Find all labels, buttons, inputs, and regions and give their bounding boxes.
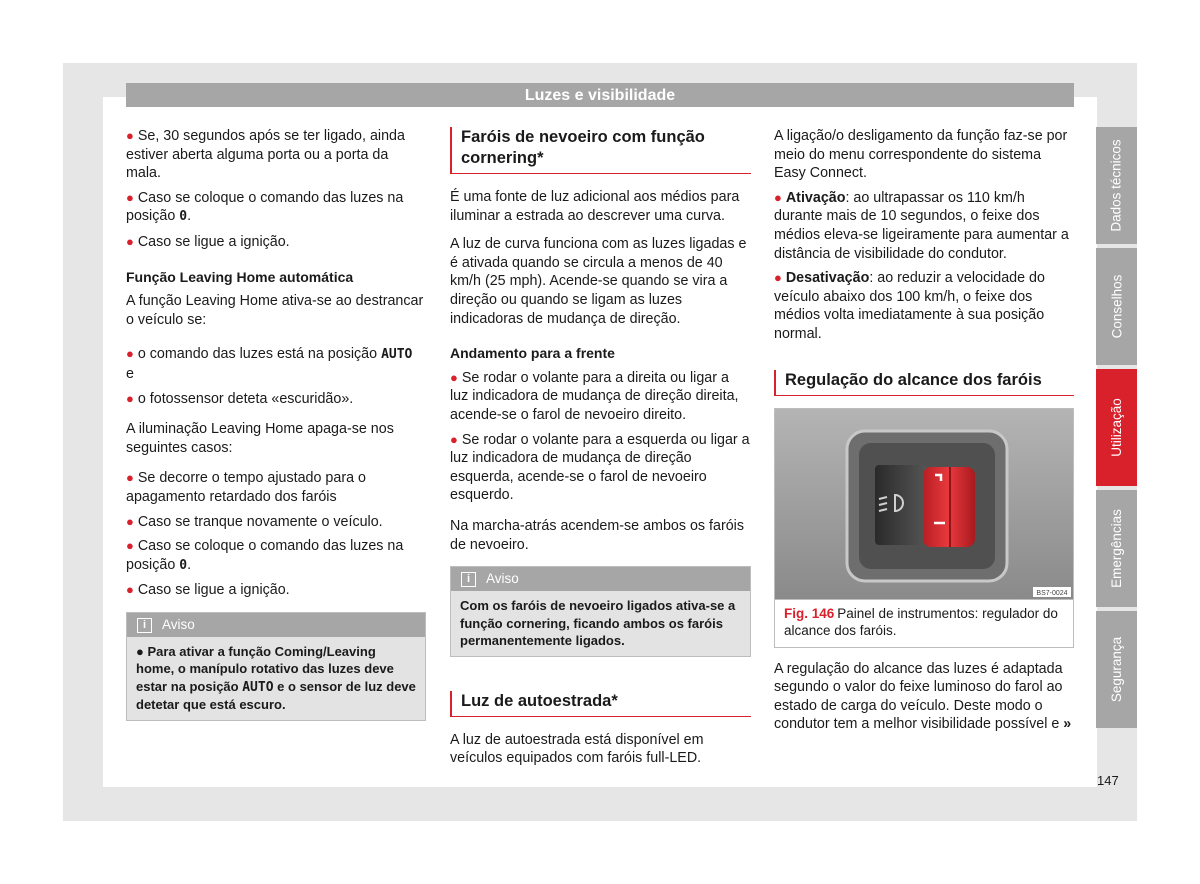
tab-seguranca[interactable]: Segurança — [1096, 611, 1137, 728]
reverse-paragraph: Na marcha-atrás acendem-se ambos os faróis de nevoeiro. — [450, 517, 745, 553]
page-header: Luzes e visibilidade — [126, 83, 1074, 107]
note-header: i Aviso — [127, 613, 425, 637]
motorway-light-title: Luz de autoestrada* — [450, 691, 751, 717]
list-item: ● Caso se ligue a ignição. — [126, 582, 290, 599]
leaving-home-off-intro: A iluminação Leaving Home apaga-se nos seguintes casos: — [126, 421, 394, 456]
leaving-home-intro: A função Leaving Home ativa-se ao destrancar o veículo se: — [126, 293, 424, 328]
range-title: Regulação do alcance dos faróis — [774, 370, 1074, 396]
menu-paragraph: A ligação/o desligamento da função faz-se por meio do menu correspondente do sistema Easy Connect. — [774, 128, 1068, 182]
range-paragraph: A regulação do alcance das luzes é adaptada segundo o valor do feixe luminoso do farol ao estado de carga do veículo. Deste modo o condutor tem a melhor visibilidade possível e » — [774, 660, 1072, 733]
list-item: ● Ativação: ao ultrapassar os 110 km/h durante mais de 10 segundos, o feixe dos médios eleva-se ligeiramente para aumentar a distância de visibilidade do condutor. — [774, 189, 1069, 262]
bullet-icon: ● — [126, 470, 134, 486]
tab-emergencias[interactable]: Emergências — [1096, 490, 1137, 607]
fog-paragraph-1: É uma fonte de luz adicional aos médios para iluminar a estrada ao descrever uma curva. — [450, 189, 740, 224]
leaving-home-heading: Função Leaving Home automática — [126, 268, 354, 285]
list-item: ● o comando das luzes está na posição AUTO e — [126, 346, 413, 382]
bullet-icon: ● — [126, 390, 134, 406]
list-item: ● Caso se tranque novamente o veículo. — [126, 513, 383, 530]
note-text: Com os faróis de nevoeiro ligados ativa-se a função cornering, ficando ambos os faróis permanentemente ligados. — [460, 598, 736, 649]
fog-lights-title: Faróis de nevoeiro com função cornering* — [450, 127, 751, 174]
headlight-range-control-image — [775, 409, 1073, 600]
bullet-icon: ● — [126, 189, 134, 205]
figure-code: BS7-0024 — [1036, 589, 1068, 597]
fog-paragraph-2: A luz de curva funciona com as luzes ligadas e é ativada quando se circula a menos de 40 km/h (25 mph). Acende-se quando se vira a direção ou quando se ligam as luzes indicadoras de mudança de direção. — [450, 236, 747, 327]
column-right — [774, 127, 1074, 740]
list-item: ● o fotossensor deteta «escuridão». — [126, 390, 354, 407]
bullet-icon: ● — [126, 582, 134, 598]
info-icon: i — [137, 618, 152, 633]
list-item: ● Se rodar o volante para a esquerda ou ligar a luz indicadora de mudança de direção esquerda, acende-se o farol de nevoeiro esquerdo. — [450, 431, 750, 504]
bullet-icon: ● — [450, 431, 458, 447]
list-item: ● Desativação: ao reduzir a velocidade do veículo abaixo dos 100 km/h, o feixe dos médios volta imediatamente à sua posição normal. — [774, 270, 1045, 342]
note-text: ● Para ativar a função Coming/Leaving home, o manípulo rotativo das luzes deve estar na posição AUTO e o sensor de luz deve detetar que está escuro. — [136, 643, 416, 713]
list-item: ● Caso se coloque o comando das luzes na posição 0. — [126, 538, 404, 573]
tab-dados-tecnicos[interactable]: Dados técnicos — [1096, 127, 1137, 244]
note-box — [450, 566, 751, 657]
page-number: 147 — [1097, 773, 1119, 788]
tab-utilizacao[interactable]: Utilização — [1096, 369, 1137, 486]
bullet-icon: ● — [126, 233, 134, 249]
bullet-icon: ● — [126, 513, 134, 529]
bullet-icon: ● — [450, 369, 458, 385]
bullet-icon: ● — [774, 189, 782, 205]
column-middle — [450, 127, 751, 774]
motorway-paragraph: A luz de autoestrada está disponível em veículos equipados com faróis full-LED. — [450, 731, 704, 767]
list-item: ● Se rodar o volante para a direita ou ligar a luz indicadora de mudança de direção direita, acende-se o farol de nevoeiro direito. — [450, 369, 739, 423]
list-item: ● Caso se ligue a ignição. — [126, 233, 290, 250]
figure — [774, 408, 1074, 648]
list-item: ● Se, 30 segundos após se ter ligado, ainda estiver aberta alguma porta ou a porta da mala. — [126, 128, 405, 182]
column-left — [126, 127, 426, 721]
range-control-illustration — [775, 409, 1073, 599]
figure-caption: Fig. 146 Painel de instrumentos: regulador do alcance dos faróis. — [784, 605, 1058, 639]
forward-heading: Andamento para a frente — [450, 345, 615, 362]
list-item: ● Caso se coloque o comando das luzes na posição 0. — [126, 189, 404, 225]
note-box — [126, 612, 426, 721]
bullet-icon: ● — [126, 346, 134, 362]
bullet-icon: ● — [126, 128, 134, 143]
bullet-icon: ● — [774, 270, 782, 286]
info-icon: i — [461, 572, 476, 587]
list-item: ● Se decorre o tempo ajustado para o apagamento retardado dos faróis — [126, 470, 366, 505]
tab-conselhos[interactable]: Conselhos — [1096, 248, 1137, 365]
note-header: i Aviso — [451, 567, 750, 591]
bullet-icon: ● — [126, 538, 134, 554]
